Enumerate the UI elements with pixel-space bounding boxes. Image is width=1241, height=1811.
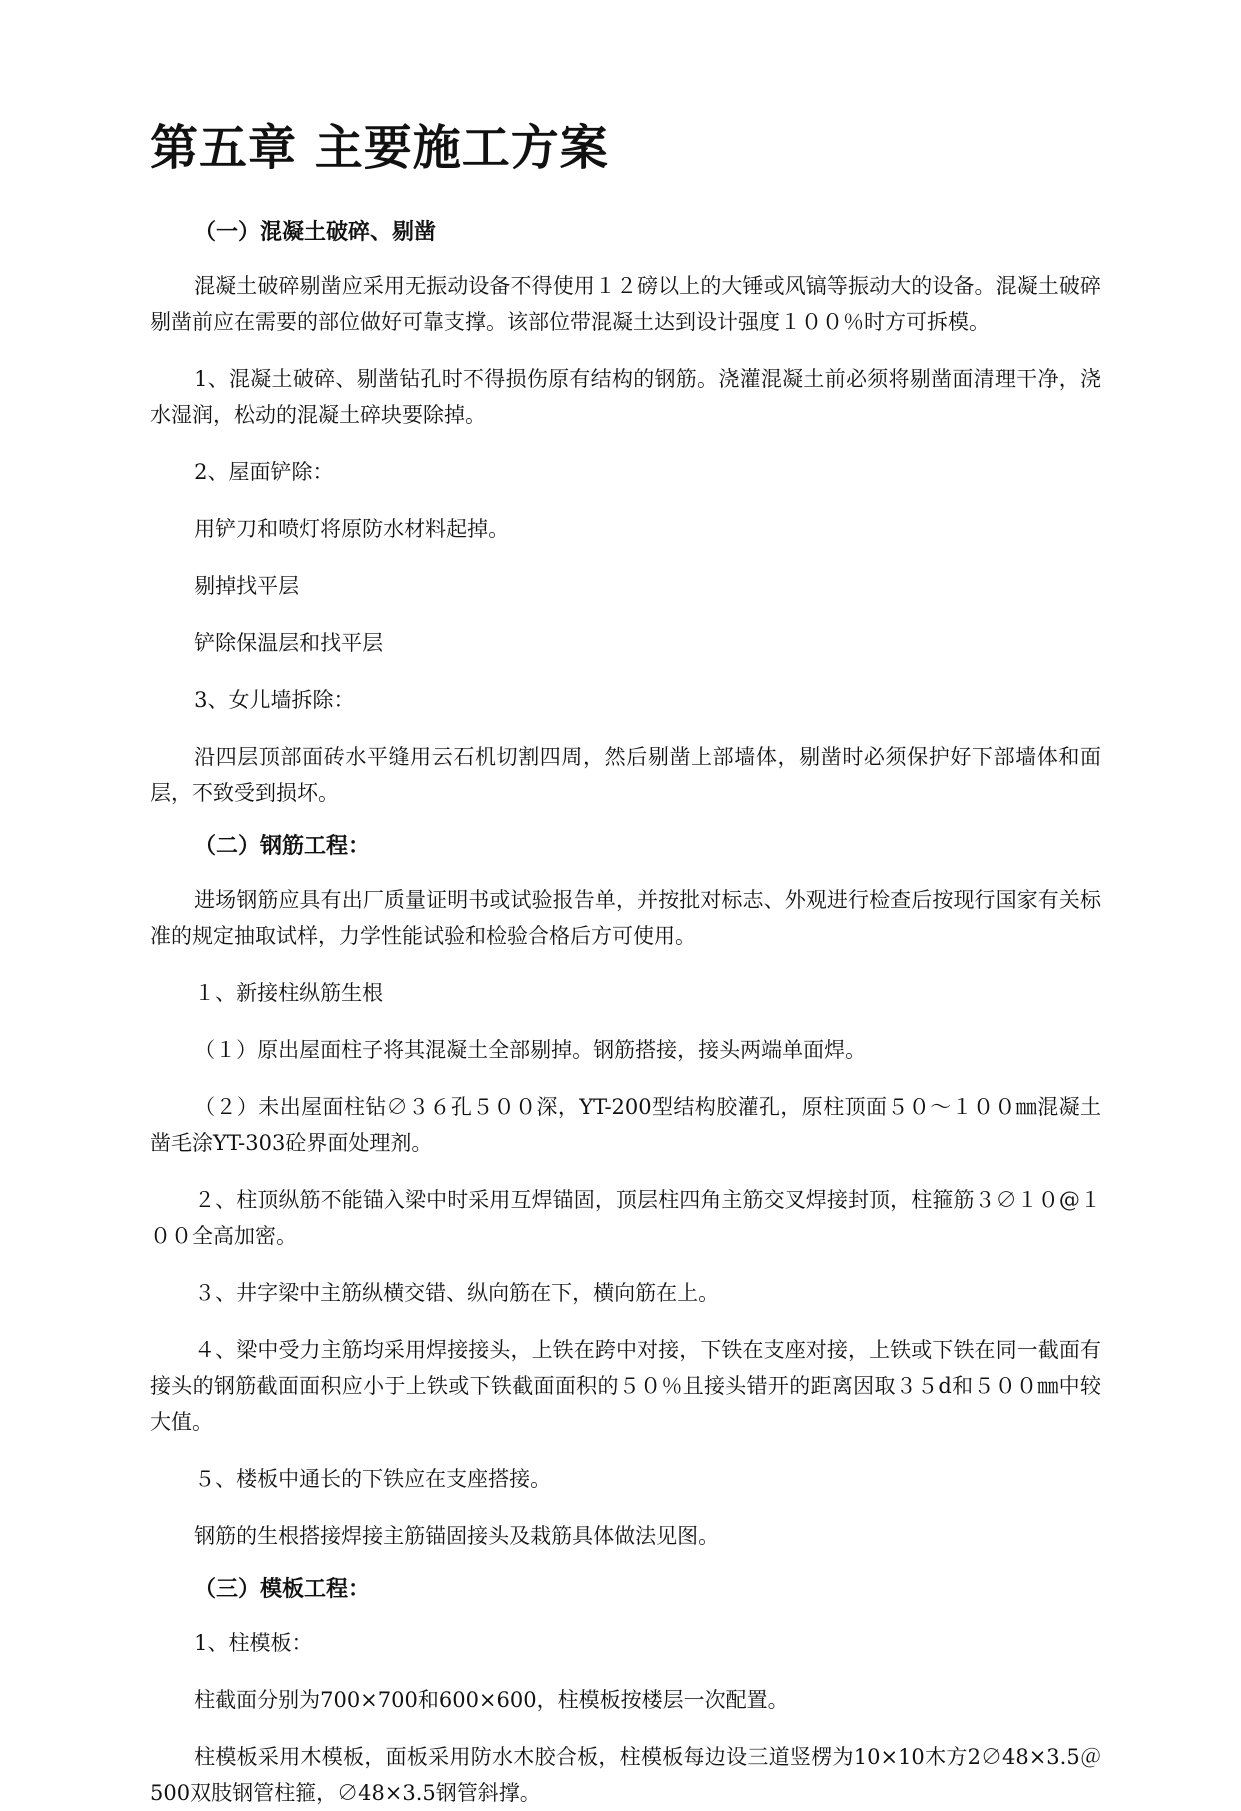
section-heading: （三）模板工程： (194, 1576, 371, 1602)
paragraph: 沿四层顶部面砖水平缝用云石机切割四周，然后剔凿上部墙体，剔凿时必须保护好下部墙体和面层，不致受到损坏。 (150, 745, 1101, 805)
paragraph: 用铲刀和喷灯将原防水材料起掉。 (194, 517, 510, 541)
paragraph: 混凝土破碎剔凿应采用无振动设备不得使用１２磅以上的大锤或风镐等振动大的设备。混凝土破碎剔凿前应在需要的部位做好可靠支撑。该部位带混凝土达到设计强度１００％时方可拆模。 (150, 274, 1101, 334)
paragraph: 2、屋面铲除： (194, 460, 334, 484)
paragraph: 钢筋的生根搭接焊接主筋锚固接头及栽筋具体做法见图。 (194, 1524, 720, 1548)
paragraph: １、新接柱纵筋生根 (194, 981, 384, 1005)
paragraph: 3、女儿墙拆除： (194, 688, 355, 712)
paragraph: 1、柱模板： (194, 1631, 313, 1655)
section-formwork (150, 1575, 1101, 1811)
paragraph: 柱截面分别为700×700和600×600，柱模板按楼层一次配置。 (194, 1688, 789, 1712)
paragraph: 剔掉找平层 (194, 574, 300, 598)
section-heading: （二）钢筋工程： (194, 833, 371, 859)
paragraph: ３、井字梁中主筋纵横交错、纵向筋在下，横向筋在上。 (194, 1281, 720, 1305)
paragraph: （２）未出屋面柱钻∅３６孔５００深，YT-200型结构胶灌孔，原柱顶面５０～１００㎜混凝土凿毛涂YT-303砼界面处理剂。 (150, 1095, 1101, 1155)
paragraph: ２、柱顶纵筋不能锚入梁中时采用互焊锚固，顶层柱四角主筋交叉焊接封顶，柱箍筋３∅１０@１００全高加密。 (150, 1188, 1101, 1248)
paragraph: 1、混凝土破碎、剔凿钻孔时不得损伤原有结构的钢筋。浇灌混凝土前必须将剔凿面清理干净，浇水湿润，松动的混凝土碎块要除掉。 (150, 367, 1101, 427)
paragraph: 柱模板采用木模板，面板采用防水木胶合板，柱模板每边设三道竖楞为10×10木方2∅48×3.5＠500双肢钢管柱箍，∅48×3.5钢管斜撑。 (150, 1745, 1101, 1805)
section-rebar-works (150, 832, 1101, 1554)
section-concrete-demolition (150, 218, 1101, 811)
paragraph: （１）原出屋面柱子将其混凝土全部剔掉。钢筋搭接，接头两端单面焊。 (194, 1038, 867, 1062)
paragraph: ５、楼板中通长的下铁应在支座搭接。 (194, 1467, 552, 1491)
chapter-title: 第五章 主要施工方案 (150, 120, 609, 176)
paragraph: 铲除保温层和找平层 (194, 631, 384, 655)
paragraph: ４、梁中受力主筋均采用焊接接头，上铁在跨中对接，下铁在支座对接，上铁或下铁在同一截面有接头的钢筋截面面积应小于上铁或下铁截面面积的５０％且接头错开的距离因取３５d和５００㎜中较大值。 (150, 1338, 1101, 1434)
section-heading: （一）混凝土破碎、剔凿 (194, 219, 437, 245)
paragraph: 进场钢筋应具有出厂质量证明书或试验报告单，并按批对标志、外观进行检查后按现行国家有关标准的规定抽取试样，力学性能试验和检验合格后方可使用。 (150, 888, 1101, 948)
